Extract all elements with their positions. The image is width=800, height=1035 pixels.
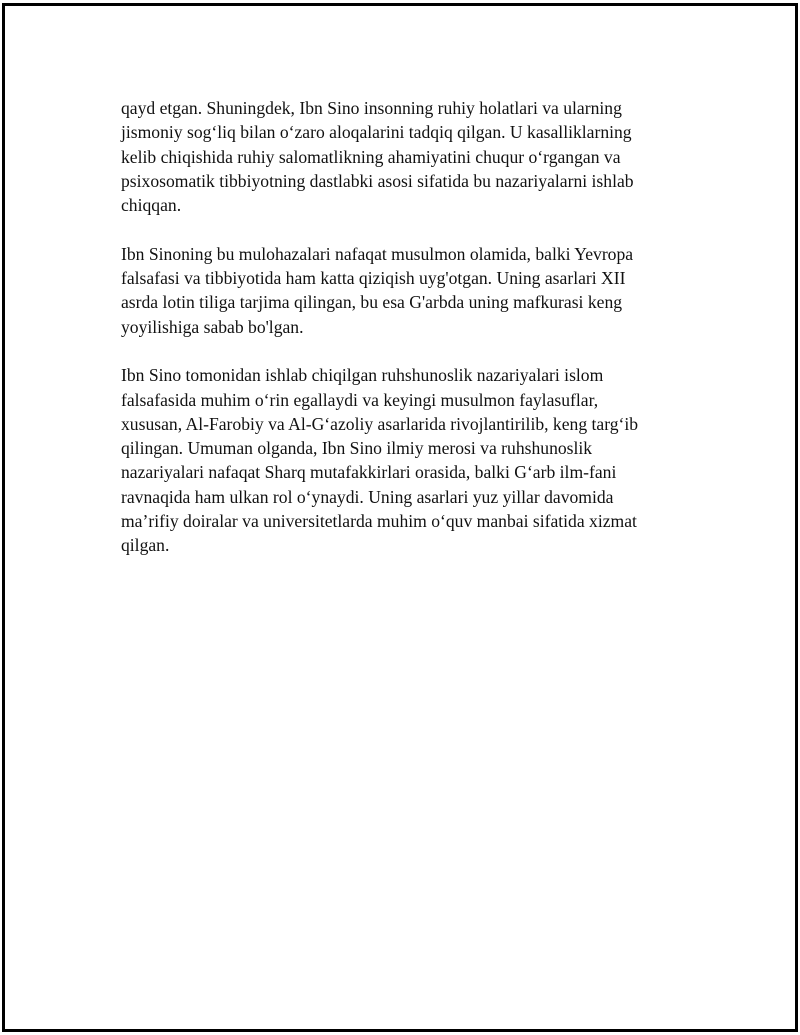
text-line: falsafasida muhim o‘rin egallaydi va keyingi musulmon faylasuflar, xyxy=(121,389,599,410)
text-line: yoyilishiga sabab bo'lgan. xyxy=(121,316,304,337)
document-page xyxy=(2,3,798,1032)
text-line: Ibn Sino tomonidan ishlab chiqilgan ruhshunoslik nazariyalari islom xyxy=(121,365,604,386)
text-line: nazariyalari nafaqat Sharq mutafakkirlari orasida, balki G‘arb ilm-fani xyxy=(121,462,617,483)
text-line: xususan, Al-Farobiy va Al-G‘azoliy asarlarida rivojlantirilib, keng targ‘ib xyxy=(121,413,639,434)
text-line: ma’rifiy doiralar va universitetlarda muhim o‘quv manbai sifatida xizmat xyxy=(121,511,637,532)
text-line: falsafasi va tibbiyotida ham katta qiziqish uyg'otgan. Uning asarlari XII xyxy=(121,268,626,289)
paragraph-2 xyxy=(121,242,681,339)
text-line: chiqqan. xyxy=(121,195,182,216)
text-line: qilgan. xyxy=(121,535,170,556)
text-line: asrda lotin tiliga tarjima qilingan, bu esa G'arbda uning mafkurasi keng xyxy=(121,292,623,313)
text-line: jismoniy sog‘liq bilan o‘zaro aloqalarini tadqiq qilgan. U kasalliklarning xyxy=(121,122,632,143)
text-line: qayd etgan. Shuningdek, Ibn Sino insonning ruhiy holatlari va ularning xyxy=(121,98,622,118)
text-line: kelib chiqishida ruhiy salomatlikning ahamiyatini chuqur o‘rgangan va xyxy=(121,146,621,167)
paragraph-3 xyxy=(121,363,681,557)
text-line: psixosomatik tibbiyotning dastlabki asosi sifatida bu nazariyalarni ishlab xyxy=(121,170,634,191)
text-line: Ibn Sinoning bu mulohazalari nafaqat musulmon olamida, balki Yevropa xyxy=(121,243,634,264)
paragraph-1 xyxy=(121,96,681,217)
text-line: qilingan. Umuman olganda, Ibn Sino ilmiy merosi va ruhshunoslik xyxy=(121,438,593,459)
text-line: ravnaqida ham ulkan rol o‘ynaydi. Uning asarlari yuz yillar davomida xyxy=(121,486,614,507)
document-body xyxy=(121,96,681,582)
